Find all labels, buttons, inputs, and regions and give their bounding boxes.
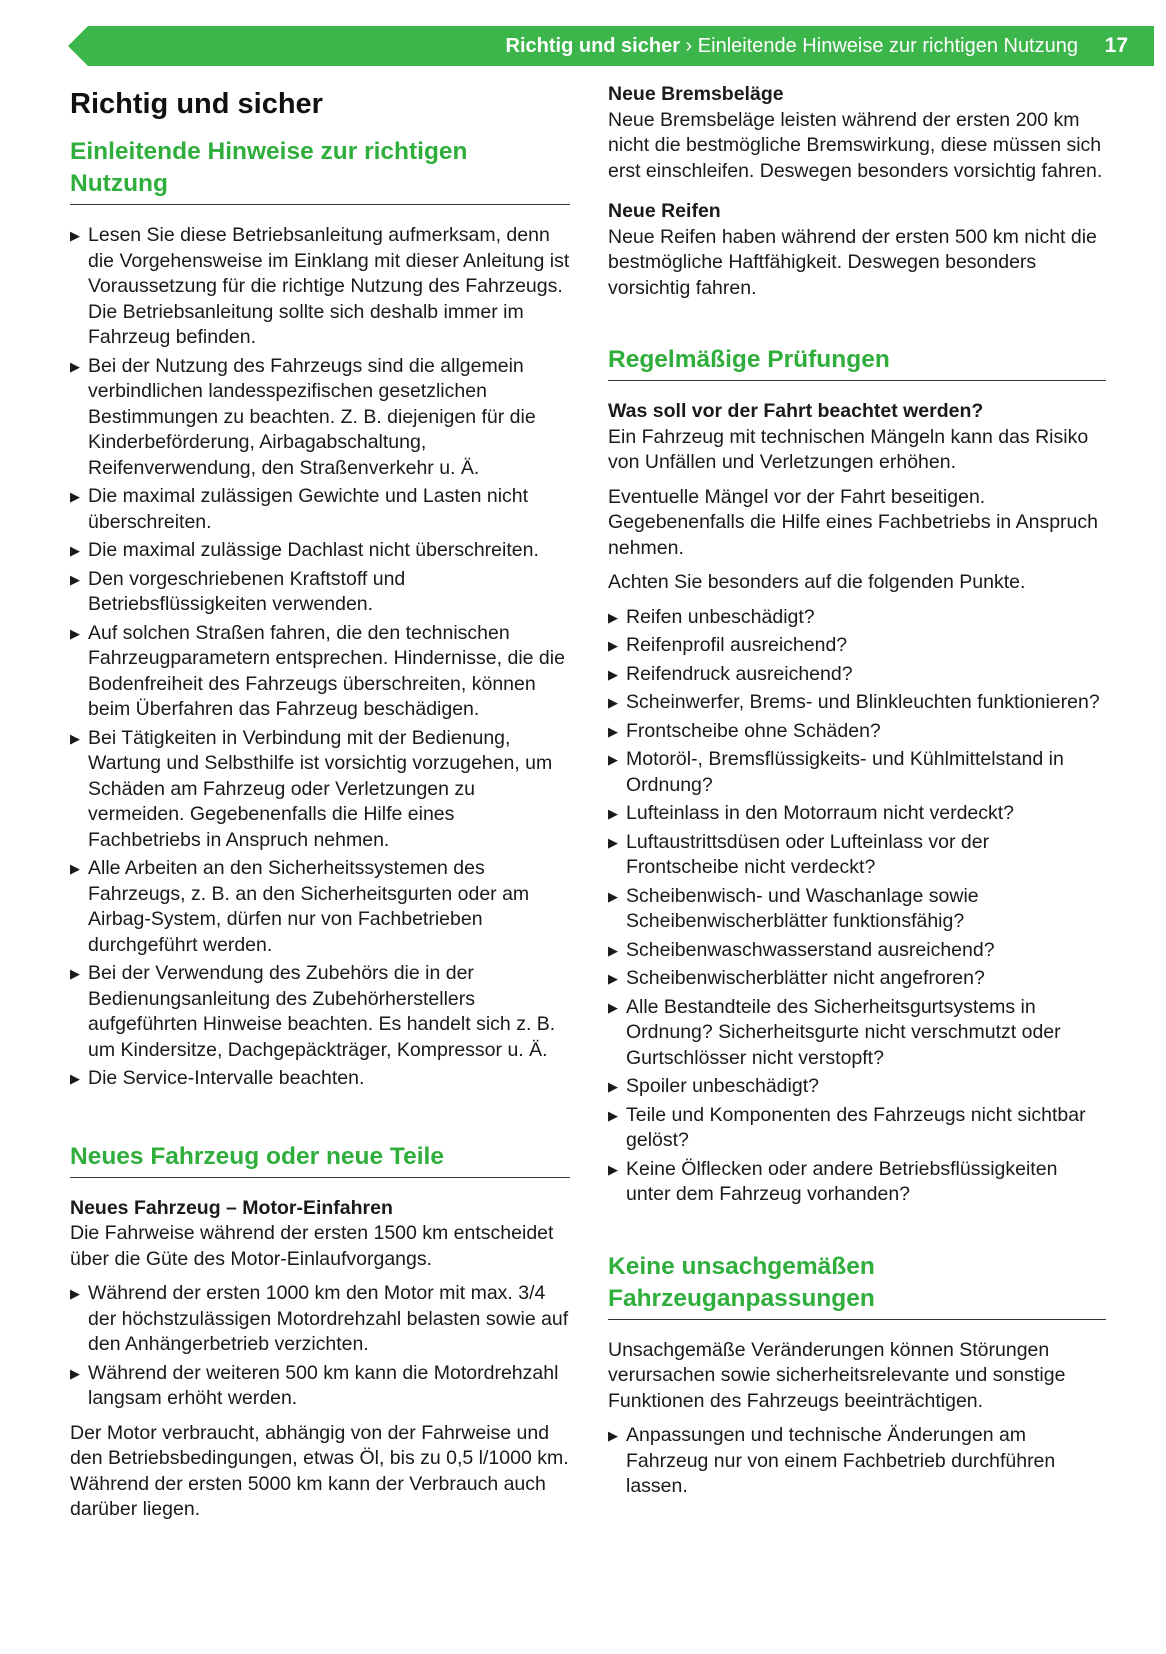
list-item-text: Luftaustrittsdüsen oder Lufteinlass vor der Frontscheibe nicht verdeckt? (626, 830, 990, 878)
bullet-triangle-icon: ▶ (608, 971, 618, 986)
list-item-text: Während der ersten 1000 km den Motor mit max. 3/4 der höchstzulässigen Motordrehzahl belasten sowie auf den Anhängerbetrieb verzichten. (88, 1282, 569, 1355)
bullet-triangle-icon: ▶ (70, 228, 80, 243)
list-item-text: Scheibenwischerblätter nicht angefroren? (626, 967, 985, 989)
paragraph-fix-defects: Eventuelle Mängel vor der Fahrt beseitigen. Gegebenenfalls die Hilfe eines Fachbetriebs in Anspruch nehmen. (608, 485, 1098, 559)
list-item-text: Lufteinlass in den Motorraum nicht verdeckt? (626, 802, 1015, 824)
bullet-triangle-icon: ▶ (608, 695, 618, 710)
bullet-triangle-icon: ▶ (70, 1071, 80, 1086)
bullet-triangle-icon: ▶ (608, 609, 618, 625)
list-item (608, 884, 1106, 935)
list-item-text: Frontscheibe ohne Schäden? (626, 719, 881, 742)
bullet-triangle-icon: ▶ (70, 861, 80, 876)
list-item-text: Während der weiteren 500 km kann die Motordrehzahl langsam erhöht werden. (88, 1361, 559, 1409)
list-item (70, 1066, 570, 1092)
list-item-text: Motoröl-, Bremsflüssigkeits- und Kühlmittelstand in Ordnung? (626, 748, 1064, 796)
bullet-triangle-icon: ▶ (70, 358, 80, 374)
list-item (608, 690, 1106, 716)
list-item (608, 633, 1106, 659)
list-item (608, 662, 1106, 688)
bullet-triangle-icon: ▶ (608, 1161, 618, 1177)
bullet-triangle-icon: ▶ (70, 571, 80, 587)
list-item-text: Lesen Sie diese Betriebsanleitung aufmerksam, denn die Vorgehensweise im Einklang mit dieser Anleitung ist Voraussetzung für die richtige Nutzung des Fahrzeugs. Die Betriebsanleitung sollte sich deshalb immer im Fahrzeug befinden. (88, 224, 570, 348)
bullet-triangle-icon: ▶ (608, 888, 618, 904)
paragraph-oil-consumption: Der Motor verbraucht, abhängig von der Fahrweise und den Betriebsbedingungen, etwas Öl, bis zu 0,5 l/1000 km. Während der ersten 5000 km kann der Verbrauch auch darüber liegen. (70, 1421, 569, 1520)
list-item-text: Auf solchen Straßen fahren, die den technischen Fahrzeugparametern entsprechen. Hindernisse, die die Bodenfreiheit des Fahrzeugs überschreiten, können beim Überfahren das Fahrzeug beschädigen. (88, 621, 565, 720)
list-item (608, 966, 1106, 992)
list-item (70, 1361, 570, 1412)
list-item-text: Anpassungen und technische Änderungen am Fahrzeug nur von einem Fachbetrieb durchführen lassen. (626, 1424, 1056, 1497)
intro-list (70, 223, 570, 1092)
list-item (608, 605, 1106, 631)
bullet-triangle-icon: ▶ (70, 625, 80, 641)
paragraph-break-in-intro: Die Fahrweise während der ersten 1500 km entscheidet über die Güte des Motor-Einlaufvorgangs. (70, 1222, 554, 1270)
bullet-triangle-icon: ▶ (70, 489, 80, 504)
bullet-triangle-icon: ▶ (608, 834, 618, 850)
bullet-triangle-icon: ▶ (70, 543, 80, 558)
page-title: Richtig und sicher (70, 88, 323, 120)
list-item (608, 830, 1106, 881)
bullet-triangle-icon: ▶ (608, 638, 618, 653)
list-item-text: Den vorgeschriebenen Kraftstoff und Betriebsflüssigkeiten verwenden. (88, 567, 406, 615)
subheading-new-brake-pads: Neue Bremsbeläge (608, 83, 784, 105)
break-in-list (70, 1281, 570, 1412)
bullet-triangle-icon: ▶ (608, 1107, 618, 1123)
list-item (608, 1074, 1106, 1100)
list-item (608, 1423, 1106, 1500)
list-item (70, 354, 570, 482)
list-item-text: Reifen unbeschädigt? (626, 605, 815, 628)
section-heading-intro: Einleitende Hinweise zur richtigen Nutzung (70, 136, 570, 205)
bullet-triangle-icon: ▶ (608, 1428, 618, 1443)
list-item (608, 1103, 1106, 1154)
breadcrumb-section[interactable]: Richtig und sicher (505, 35, 680, 57)
list-item-text: Scheibenwaschwasserstand ausreichend? (626, 938, 995, 961)
header-banner (0, 26, 1166, 66)
list-item (70, 567, 570, 618)
list-item (70, 223, 570, 351)
page-number: 17 (1104, 34, 1128, 57)
bullet-triangle-icon: ▶ (608, 666, 618, 682)
paragraph-risk: Ein Fahrzeug mit technischen Mängeln kann das Risiko von Unfällen und Verletzungen erhöhen. (608, 425, 1089, 473)
bullet-triangle-icon: ▶ (608, 942, 618, 958)
bullet-triangle-icon: ▶ (608, 999, 618, 1015)
list-item-text: Scheinwerfer, Brems- und Blinkleuchten funktionieren? (626, 691, 1100, 713)
section-heading-regular-checks: Regelmäßige Prüfungen (608, 344, 1106, 381)
paragraph-new-brake-pads: Neue Bremsbeläge leisten während der ersten 200 km nicht die bestmögliche Bremswirkung, diese müssen sich erst einschleifen. Deswegen besonders vorsichtig fahren. (608, 108, 1103, 182)
list-item (70, 484, 570, 535)
breadcrumb[interactable] (506, 26, 1078, 66)
list-item-text: Alle Arbeiten an den Sicherheitssystemen des Fahrzeugs, z. B. an den Sicherheitsgurten oder am Airbag-System, dürfen nur von Fachbetrieben durchgeführt werden. (88, 857, 530, 956)
list-item-text: Scheibenwisch- und Waschanlage sowie Scheibenwischerblätter funktionsfähig? (626, 884, 979, 932)
section-heading-new-vehicle: Neues Fahrzeug oder neue Teile (70, 1141, 570, 1178)
breadcrumb-page[interactable]: Einleitende Hinweise zur richtigen Nutzung (697, 35, 1078, 57)
bullet-triangle-icon: ▶ (608, 1079, 618, 1094)
list-item-text: Alle Bestandteile des Sicherheitsgurtsystems in Ordnung? Sicherheitsgurte nicht verschmutzt oder Gurtschlösser nicht verstopft? (626, 995, 1061, 1069)
left-column (70, 82, 570, 1532)
list-item (608, 938, 1106, 964)
section-heading-modifications: Keine unsachgemäßen Fahrzeuganpassungen (608, 1251, 1106, 1320)
breadcrumb-separator: › (685, 35, 693, 57)
list-item (70, 961, 570, 1063)
list-item-text: Die maximal zulässigen Gewichte und Lasten nicht überschreiten. (88, 485, 529, 533)
bullet-triangle-icon: ▶ (70, 966, 80, 981)
list-item-text: Die maximal zulässige Dachlast nicht überschreiten. (88, 539, 539, 561)
bullet-triangle-icon: ▶ (70, 730, 80, 746)
paragraph-pay-attention: Achten Sie besonders auf die folgenden Punkte. (608, 571, 1026, 593)
list-item-text: Reifendruck ausreichend? (626, 662, 853, 685)
right-column (608, 82, 1106, 1509)
bullet-triangle-icon: ▶ (608, 723, 618, 739)
checks-list (608, 605, 1106, 1208)
bullet-triangle-icon: ▶ (608, 806, 618, 821)
list-item-text: Bei Tätigkeiten in Verbindung mit der Bedienung, Wartung und Selbsthilfe ist vorsichtig vorzugehen, um Schäden am Fahrzeug oder Verletzungen zu vermeiden. Gegebenenfalls die Hilfe eines Fachbetriebs in Anspruch nehmen. (88, 726, 553, 851)
list-item-text: Die Service-Intervalle beachten. (88, 1067, 365, 1089)
list-item-text: Bei der Nutzung des Fahrzeugs sind die allgemein verbindlichen landesspezifischen gesetzlichen Bestimmungen zu beachten. Z. B. diejenigen für die Kinderbeförderung, Airbagabschaltung, Reifenverwendung, den Straßenverkehr u. Ä. (88, 354, 536, 479)
list-item-text: Keine Ölflecken oder andere Betriebsflüssigkeiten unter dem Fahrzeug vorhanden? (626, 1157, 1058, 1205)
list-item-text: Teile und Komponenten des Fahrzeugs nicht sichtbar gelöst? (626, 1103, 1086, 1151)
list-item (608, 801, 1106, 827)
list-item (608, 719, 1106, 745)
list-item (70, 621, 570, 723)
subheading-engine-break-in: Neues Fahrzeug – Motor-Einfahren (70, 1196, 393, 1219)
list-item-text: Spoiler unbeschädigt? (626, 1075, 819, 1097)
list-item (608, 995, 1106, 1072)
paragraph-new-tyres: Neue Reifen haben während der ersten 500 km nicht die bestmögliche Haftfähigkeit. Deswegen besonders vorsichtig fahren. (608, 225, 1097, 299)
list-item (70, 726, 570, 854)
paragraph-modifications: Unsachgemäße Veränderungen können Störungen verursachen sowie sicherheitsrelevante und sonstige Funktionen des Fahrzeugs beeinträchtigen. (608, 1338, 1066, 1412)
list-item (608, 1157, 1106, 1208)
bullet-triangle-icon: ▶ (70, 1286, 80, 1301)
modifications-list (608, 1423, 1106, 1500)
subheading-new-tyres: Neue Reifen (608, 200, 721, 222)
list-item (70, 538, 570, 564)
list-item-text: Reifenprofil ausreichend? (626, 634, 848, 656)
subheading-before-driving: Was soll vor der Fahrt beachtet werden? (608, 400, 984, 422)
list-item (70, 1281, 570, 1358)
list-item (70, 856, 570, 958)
list-item-text: Bei der Verwendung des Zubehörs die in der Bedienungsanleitung des Zubehörherstellers aufgeführten Hinweise beachten. Es handelt sich z. B. um Kindersitze, Dachgepäckträger, Kompressor u. Ä. (88, 962, 556, 1061)
list-item (608, 747, 1106, 798)
bullet-triangle-icon: ▶ (70, 1365, 80, 1381)
bullet-triangle-icon: ▶ (608, 752, 618, 767)
